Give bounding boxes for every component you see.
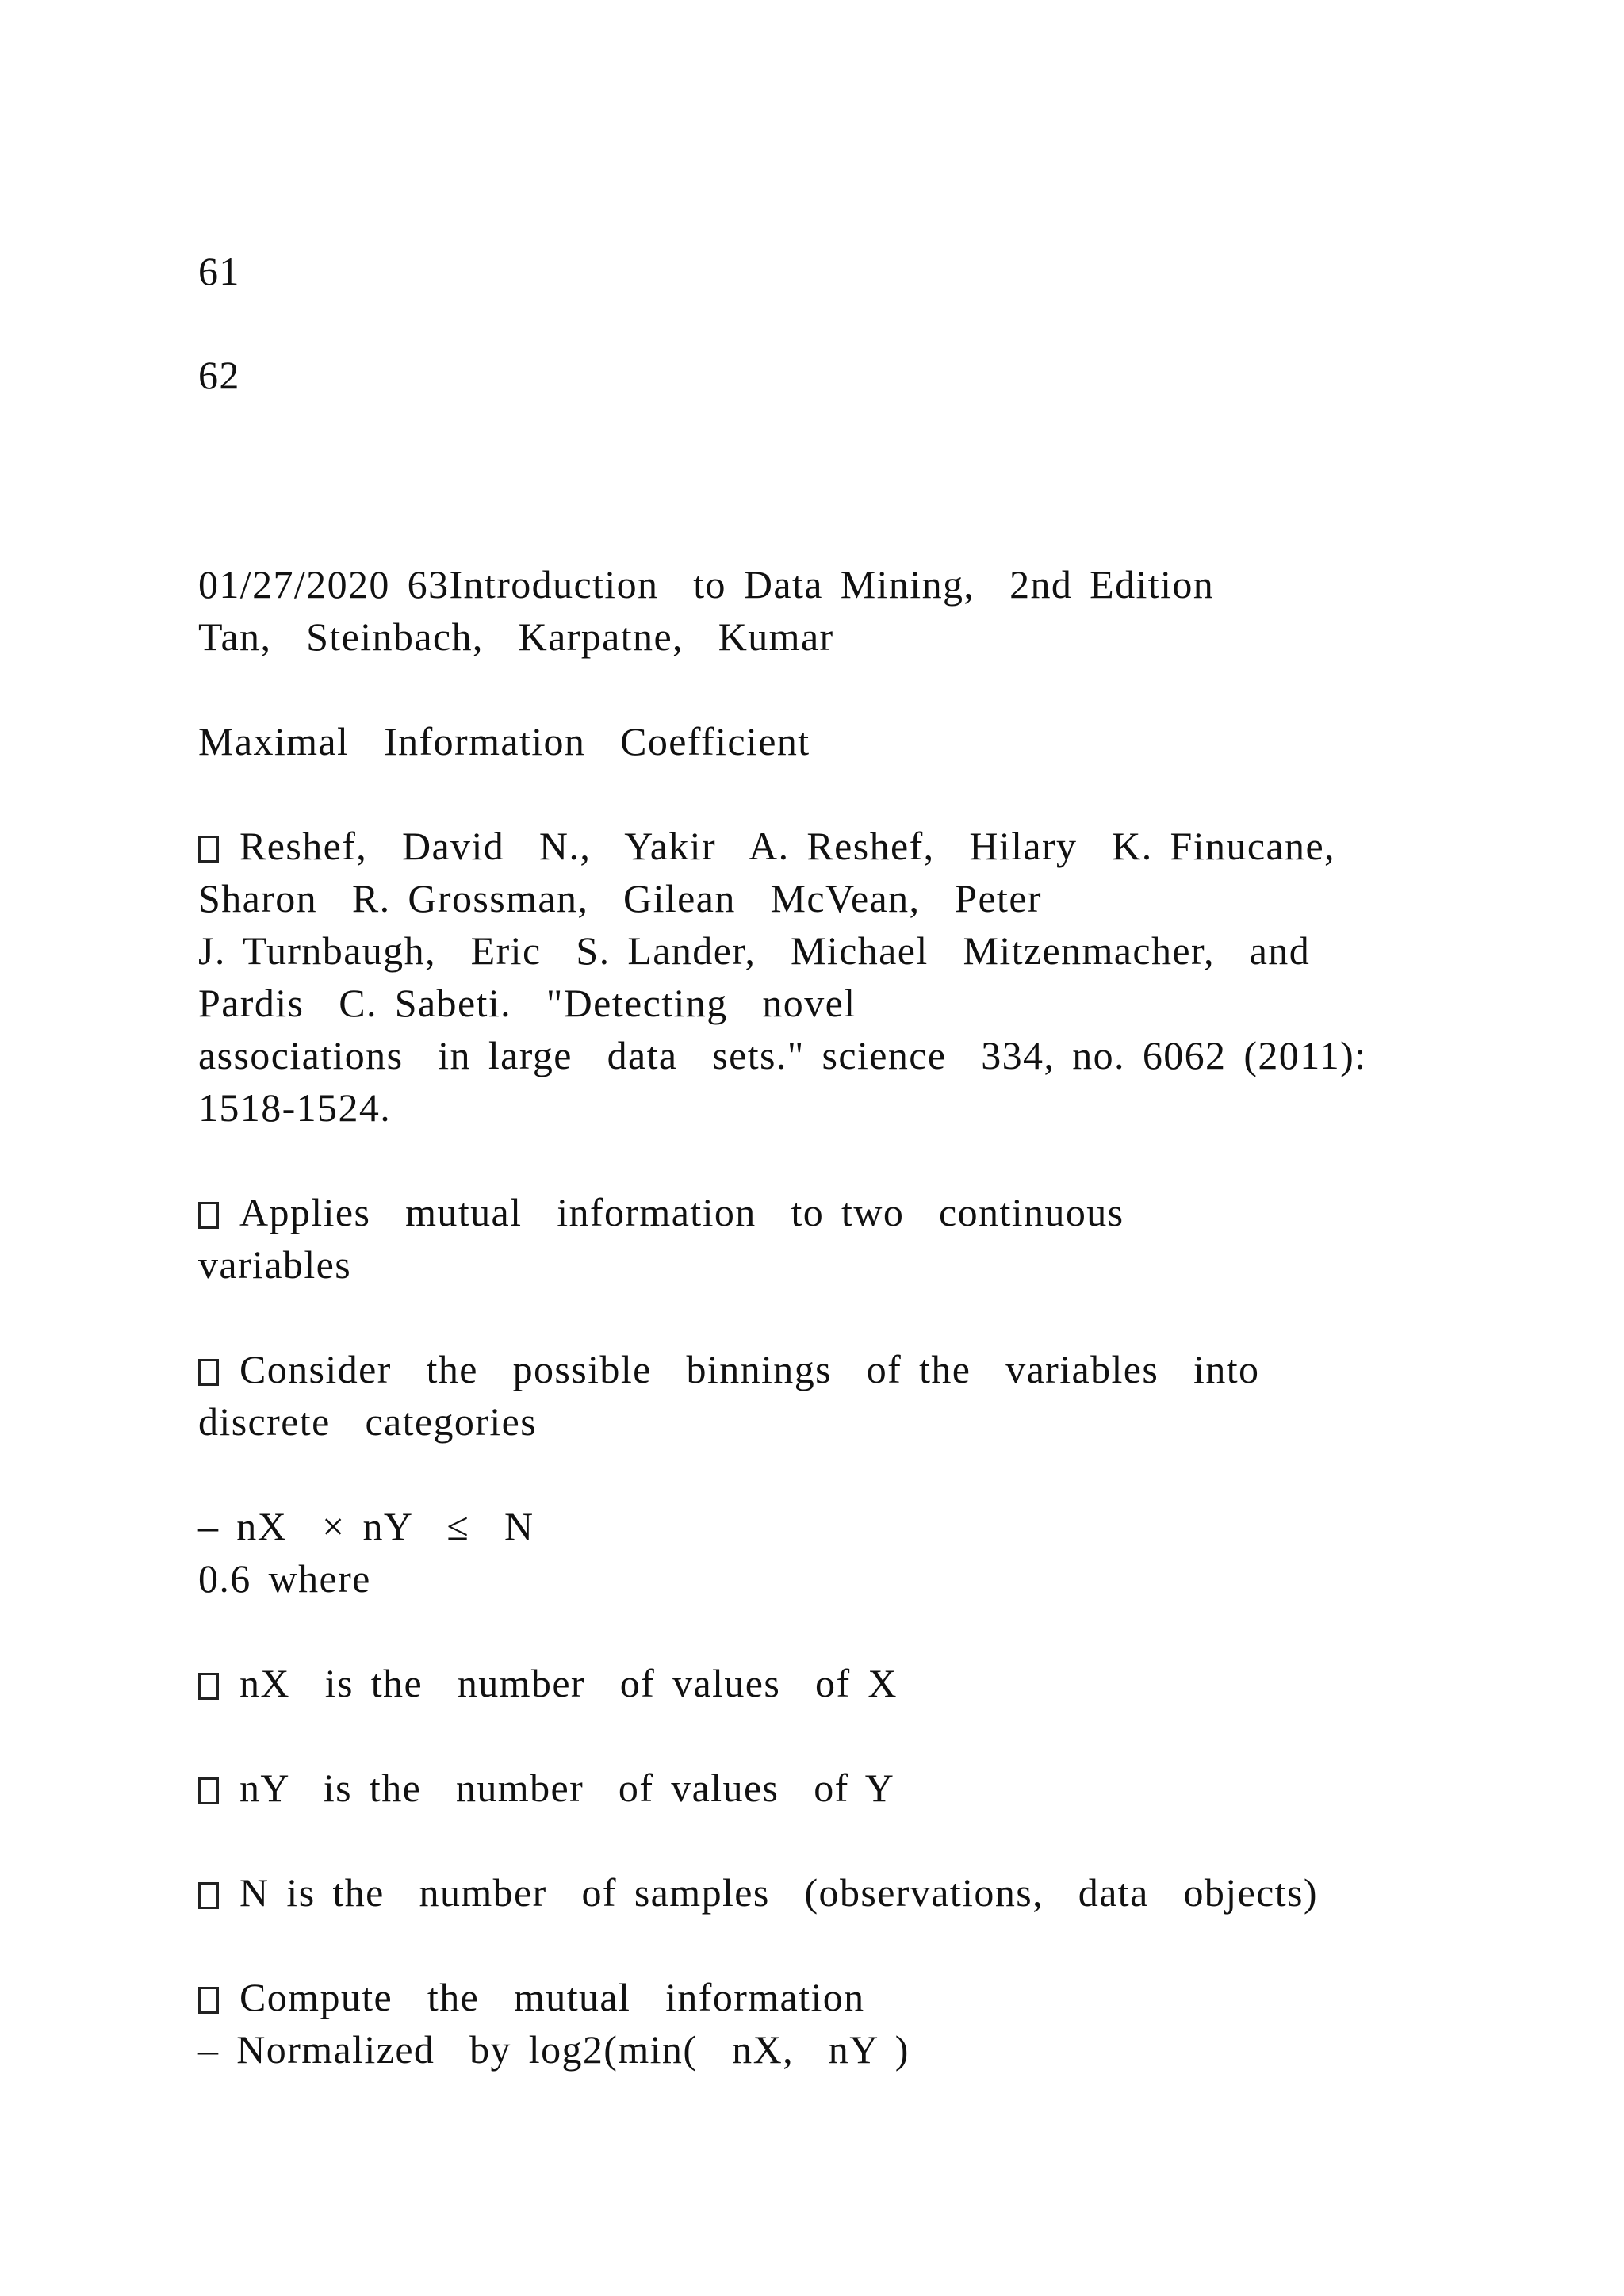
bullet-compute-line-2: – Normalized by log2(min( nX, nY ): [198, 2027, 910, 2072]
missing-glyph-box-icon: [198, 836, 219, 863]
missing-glyph-box-icon: [198, 1987, 219, 2014]
missing-glyph-box-icon: [198, 1882, 219, 1909]
constraint-formula: – nX × nY ≤ N: [198, 1504, 534, 1548]
bullet-text: Applies mutual information to two continuous: [239, 1190, 1124, 1234]
bullet-text: nX is the number of values of X: [239, 1661, 898, 1705]
missing-glyph-box-icon: [198, 1359, 219, 1386]
bullet-nx-definition: [198, 1658, 898, 1709]
slide-header-date-title: 01/27/2020 63Introduction to Data Mining, 2nd Edition: [198, 562, 1215, 607]
bullet-applies-line-2: variables: [198, 1242, 352, 1287]
slide-title: Maximal Information Coefficient: [198, 719, 810, 763]
reference-text: Reshef, David N., Yakir A. Reshef, Hilary K. Finucane,: [239, 824, 1335, 868]
constraint-exponent-where: 0.6 where: [198, 1556, 371, 1601]
missing-glyph-box-icon: [198, 1673, 219, 1700]
missing-glyph-box-icon: [198, 1202, 219, 1229]
reference-line-6: 1518-1524.: [198, 1085, 392, 1130]
bullet-text: N is the number of samples (observations, data objects): [239, 1870, 1318, 1915]
bullet-text: Compute the mutual information: [239, 1975, 865, 2019]
bullet-consider-line-2: discrete categories: [198, 1399, 538, 1444]
page-number-61: 61: [198, 249, 240, 293]
reference-line-5: associations in large data sets." science 334, no. 6062 (2011):: [198, 1033, 1367, 1077]
slide-header-authors: Tan, Steinbach, Karpatne, Kumar: [198, 614, 834, 659]
bullet-ny-definition: [198, 1762, 894, 1813]
bullet-applies-line-1: [198, 1187, 1124, 1238]
bullet-consider-line-1: [198, 1344, 1259, 1395]
bullet-text: nY is the number of values of Y: [239, 1766, 895, 1810]
reference-line-1: [198, 821, 1335, 871]
reference-line-2: Sharon R. Grossman, Gilean McVean, Peter: [198, 876, 1042, 920]
bullet-n-definition: [198, 1867, 1318, 1918]
reference-line-4: Pardis C. Sabeti. "Detecting novel: [198, 981, 856, 1025]
missing-glyph-box-icon: [198, 1777, 219, 1804]
page-number-62: 62: [198, 353, 240, 397]
bullet-text: Consider the possible binnings of the variables into: [239, 1347, 1260, 1391]
bullet-compute-line-1: [198, 1972, 865, 2022]
reference-line-3: J. Turnbaugh, Eric S. Lander, Michael Mitzenmacher, and: [198, 928, 1311, 973]
